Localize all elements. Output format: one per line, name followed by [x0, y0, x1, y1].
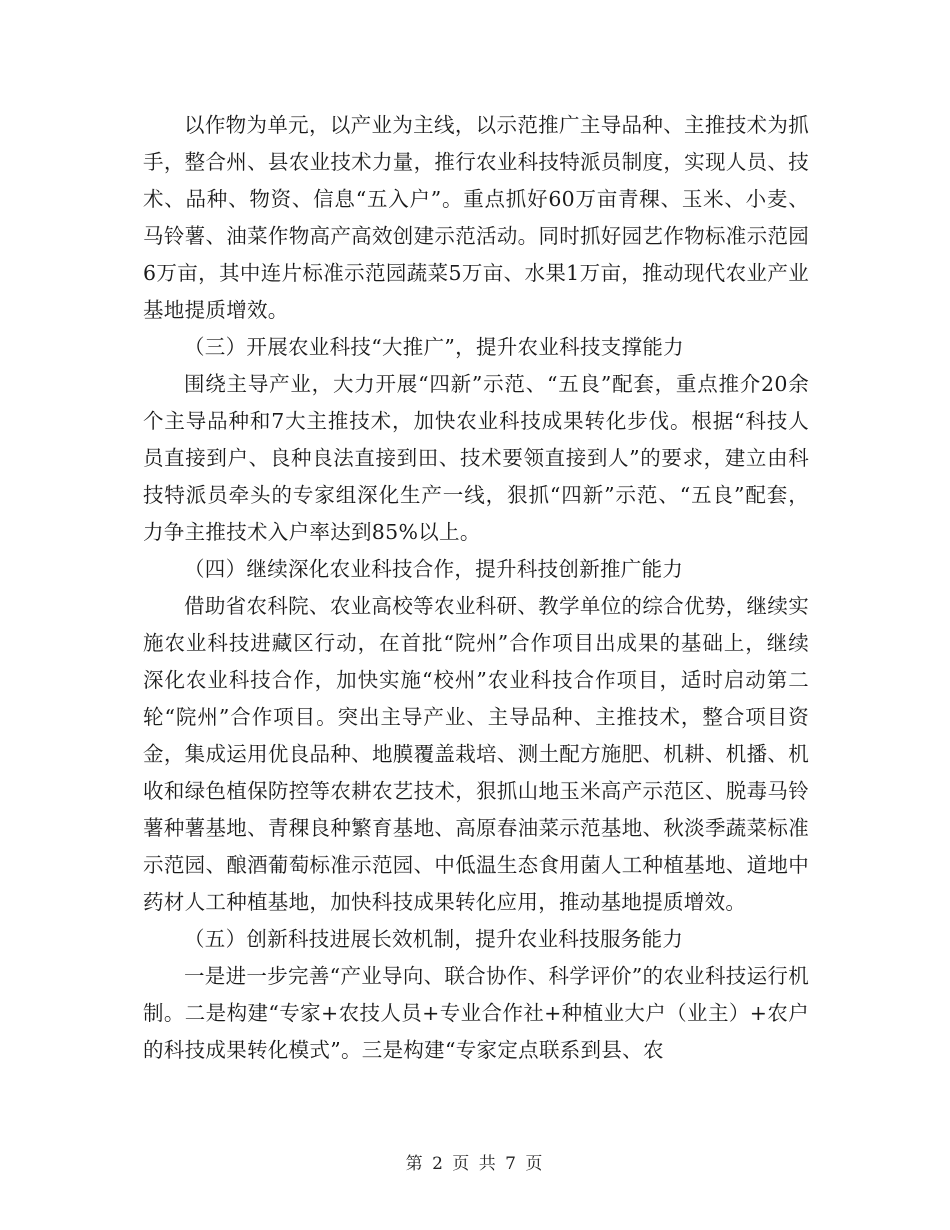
- section-heading: （三）开展农业科技“大推广”，提升农业科技支撑能力: [184, 335, 684, 359]
- body-paragraph: 借助省农科院、农业高校等农业科研、教学单位的综合优势，继续实施农业科技进藏区行动，在首批“院州”合作项目出成果的基础上，继续深化农业科技合作，加快实施“校州”农业科技合作项目，适时启动第二轮“院州”合作项目。突出主导产业、主导品种、主推技术，整合项目资金，集成运用优良品种、地膜覆盖栽培、测土配方施肥、机耕、机播、机收和绿色植保防控等农耕农艺技术，狠抓山地玉米高产示范区、脱毒马铃薯种薯基地、青稞良种繁育基地、高原春油菜示范基地、秋淡季蔬菜标准示范园、酿酒葡萄标准示范园、中低温生态食用菌人工种植基地、道地中药材人工种植基地，加快科技成果转化应用，推动基地提质增效。: [143, 594, 809, 914]
- body-paragraph: 以作物为单元，以产业为主线，以示范推广主导品种、主推技术为抓手，整合州、县农业技术力量，推行农业科技特派员制度，实现人员、技术、品种、物资、信息“五入户”。重点抓好60万亩青稞、玉米、小麦、马铃薯、油菜作物高产高效创建示范活动。同时抓好园艺作物标准示范园6万亩，其中连片标准示范园蔬菜5万亩、水果1万亩，推动现代农业产业基地提质增效。: [143, 113, 809, 322]
- document-body: [143, 107, 809, 1069]
- section-heading: （四）继续深化农业科技合作，提升科技创新推广能力: [184, 557, 684, 581]
- body-paragraph: 围绕主导产业，大力开展“四新”示范、“五良”配套，重点推介20余个主导品种和7大主推技术，加快农业科技成果转化步伐。根据“科技人员直接到户、良种良法直接到田、技术要领直接到人”的要求，建立由科技特派员牵头的专家组深化生产一线，狠抓“四新”示范、“五良”配套，力争主推技术入户率达到85%以上。: [143, 372, 809, 544]
- page-footer: 第 2 页 共 7 页: [405, 1154, 545, 1174]
- section-heading: （五）创新科技进展长效机制，提升农业科技服务能力: [184, 927, 684, 951]
- body-paragraph: 一是进一步完善“产业导向、联合协作、科学评价”的农业科技运行机制。二是构建“专家+农技人员+专业合作社+种植业大户（业主）+农户的科技成果转化模式”。三是构建“专家定点联系到县、农: [143, 964, 809, 1062]
